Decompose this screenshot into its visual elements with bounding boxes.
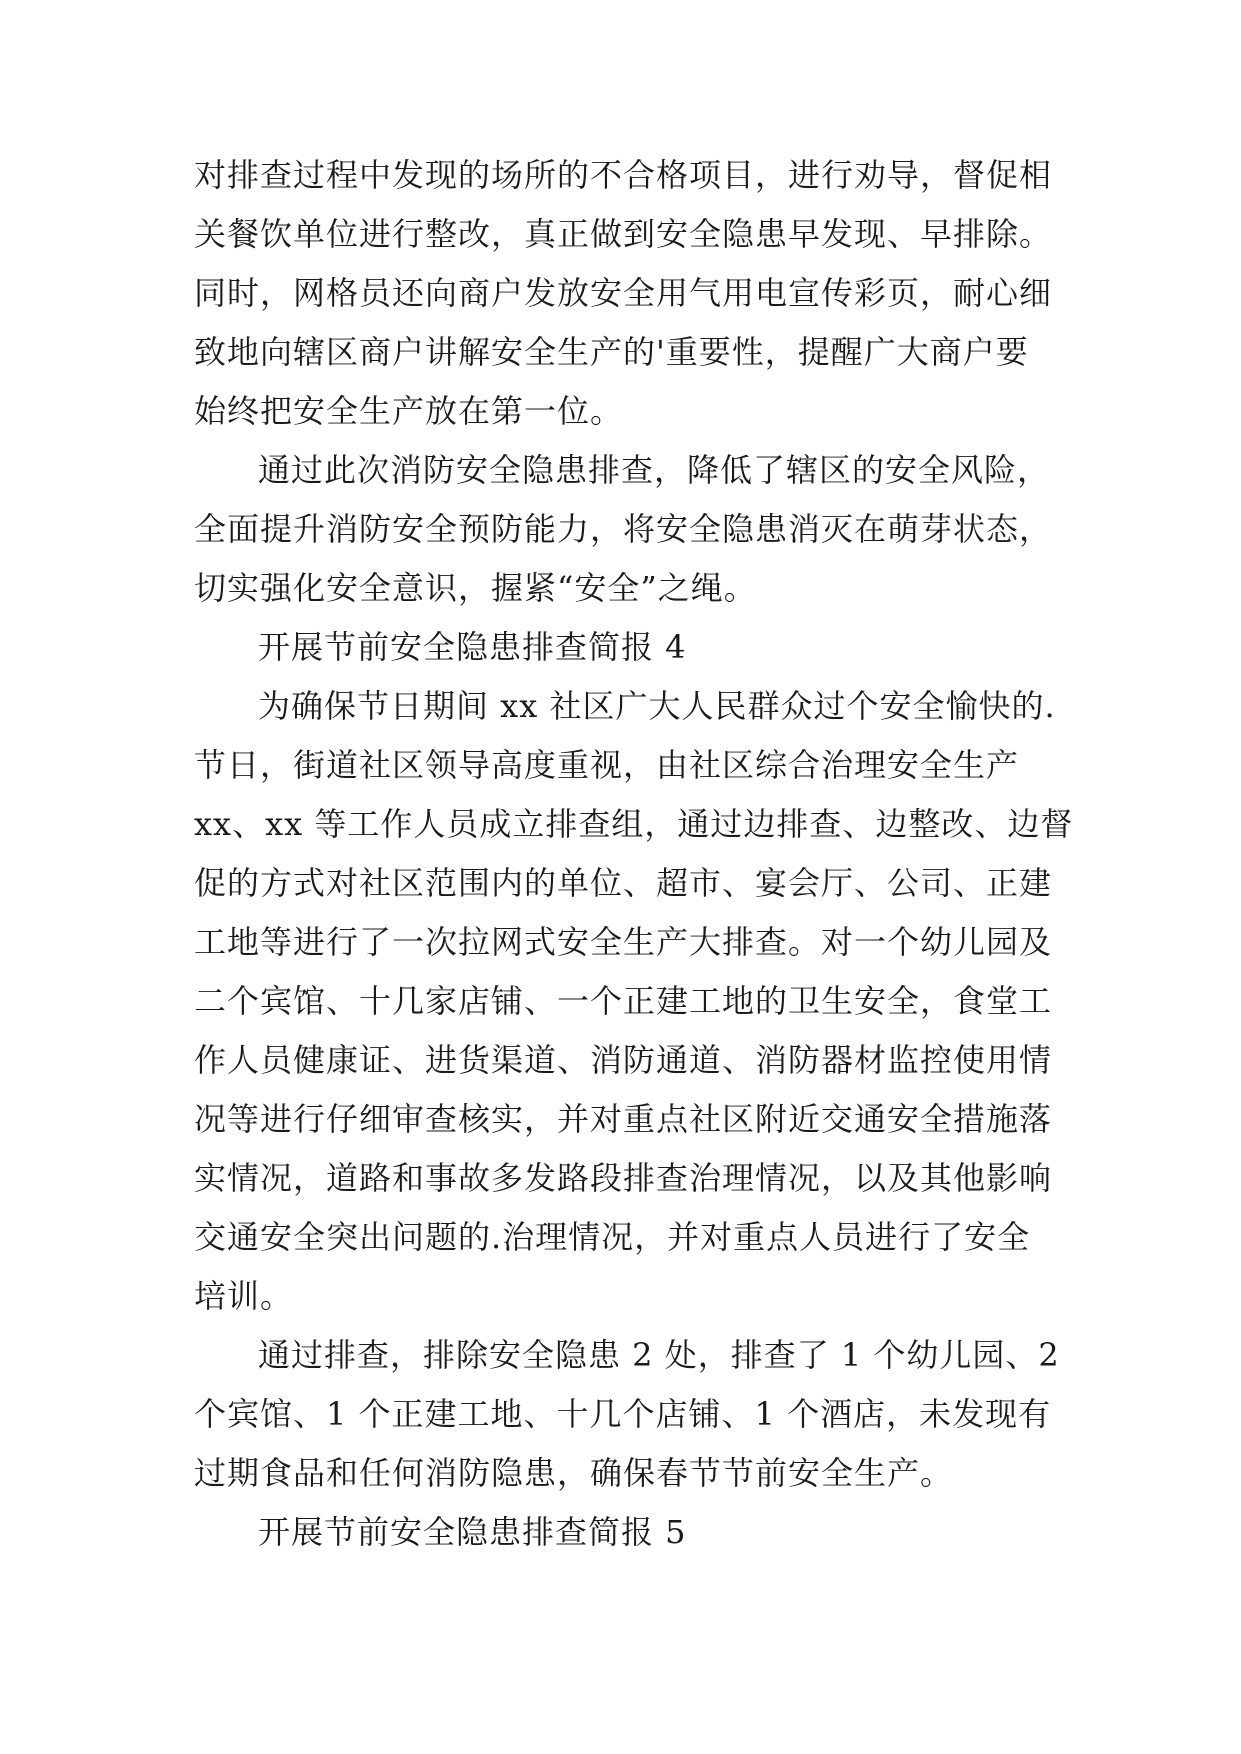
paragraph-line: 始终把安全生产放在第一位。 (194, 392, 624, 430)
paragraph-line: 对排查过程中发现的场所的不合格项目，进行劝导，督促相 (194, 156, 1053, 194)
paragraph-line: 促的方式对社区范围内的单位、超市、宴会厅、公司、正建 (194, 864, 1053, 902)
section-heading: 开展节前安全隐患排查简报 4 (258, 628, 687, 666)
paragraph-line: 全面提升消防安全预防能力，将安全隐患消灭在萌芽状态， (194, 510, 1053, 548)
paragraph-line: xx、xx 等工作人员成立排查组，通过边排查、边整改、边督 (194, 805, 1074, 843)
paragraph-line: 二个宾馆、十几家店铺、一个正建工地的卫生安全，食堂工 (194, 982, 1053, 1020)
paragraph-line: 个宾馆、1 个正建工地、十几个店铺、1 个酒店，未发现有 (194, 1395, 1052, 1433)
paragraph-line: 通过排查，排除安全隐患 2 处，排查了 1 个幼儿园、2 (258, 1336, 1060, 1374)
paragraph-line: 实情况，道路和事故多发路段排查治理情况，以及其他影响 (194, 1159, 1053, 1197)
paragraph-line: 同时，网格员还向商户发放安全用气用电宣传彩页，耐心细 (194, 274, 1053, 312)
section-heading: 开展节前安全隐患排查简报 5 (258, 1513, 687, 1551)
paragraph-line: 作人员健康证、进货渠道、消防通道、消防器材监控使用情 (194, 1041, 1053, 1079)
paragraph-line: 过期食品和任何消防隐患，确保春节节前安全生产。 (194, 1454, 954, 1492)
paragraph-line: 关餐饮单位进行整改，真正做到安全隐患早发现、早排除。 (194, 215, 1053, 253)
paragraph-line: 况等进行仔细审查核实，并对重点社区附近交通安全措施落 (194, 1100, 1053, 1138)
paragraph-line: 通过此次消防安全隐患排查，降低了辖区的安全风险， (258, 451, 1051, 489)
paragraph-line: 致地向辖区商户讲解安全生产的'重要性，提醒广大商户要 (194, 333, 1029, 371)
paragraph-line: 节日，街道社区领导高度重视，由社区综合治理安全生产 (194, 746, 1020, 784)
paragraph-line: 培训。 (194, 1277, 294, 1315)
paragraph-line: 切实强化安全意识，握紧“安全”之绳。 (194, 569, 757, 607)
paragraph-line: 工地等进行了一次拉网式安全生产大排查。对一个幼儿园及 (194, 923, 1053, 961)
paragraph-line: 为确保节日期间 xx 社区广大人民群众过个安全愉快的. (258, 687, 1056, 725)
paragraph-line: 交通安全突出问题的.治理情况，并对重点人员进行了安全 (194, 1218, 1031, 1256)
